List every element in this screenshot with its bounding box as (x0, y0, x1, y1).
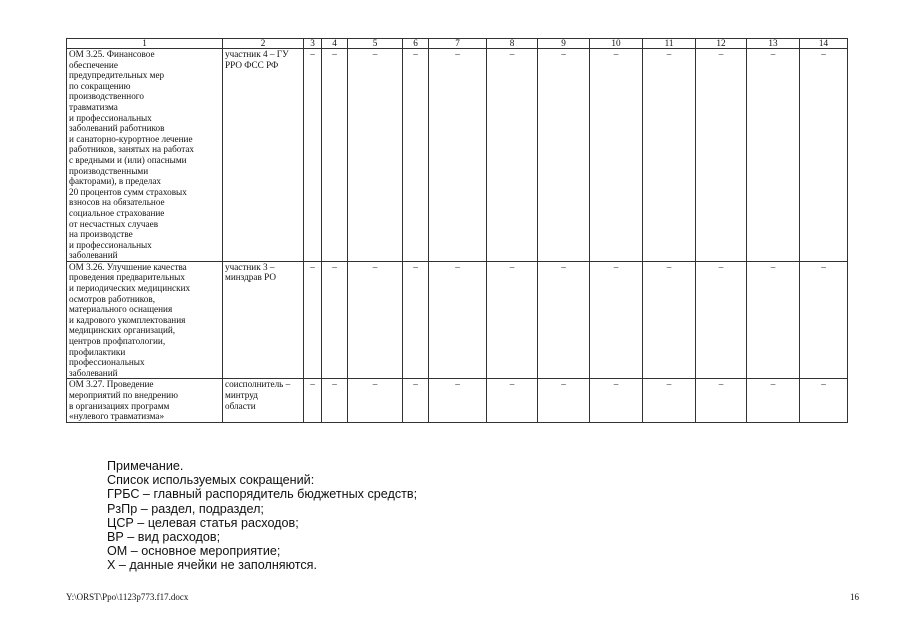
measure-cell: ОМ 3.26. Улучшение качества проведения предварительных и периодических медицинских осмотров работников, материального оснащения и кадрового укомплектования медицинских организаций, центров профпатологии, профилактики профессиональных заболеваний (67, 261, 223, 379)
header-cell: 7 (429, 39, 487, 49)
header-cell: 2 (223, 39, 304, 49)
header-cell: 3 (304, 39, 322, 49)
value-cell: – (538, 261, 590, 379)
note-line: ВР – вид расходов; (107, 530, 221, 545)
value-cell: – (747, 379, 800, 422)
note-line: ГРБС – главный распорядитель бюджетных средств; (107, 487, 418, 502)
value-cell: – (348, 379, 403, 422)
value-cell: – (800, 379, 848, 422)
value-cell: – (487, 379, 538, 422)
header-cell: 10 (590, 39, 643, 49)
note-line: ЦСР – целевая статья расходов; (107, 515, 299, 530)
value-cell: – (747, 49, 800, 262)
value-cell: – (304, 261, 322, 379)
note-line: РзПр – раздел, подраздел; (107, 501, 264, 516)
header-cell: 1 (67, 39, 223, 49)
header-cell: 8 (487, 39, 538, 49)
value-cell: – (590, 49, 643, 262)
value-cell: – (429, 261, 487, 379)
header-cell: 14 (800, 39, 848, 49)
value-cell: – (348, 49, 403, 262)
value-cell: – (429, 49, 487, 262)
header-cell: 11 (643, 39, 696, 49)
participant-cell: участник 3 – минздрав РО (223, 261, 304, 379)
value-cell: – (538, 49, 590, 262)
value-cell: – (696, 49, 747, 262)
value-cell: – (800, 49, 848, 262)
value-cell: – (696, 379, 747, 422)
note-title: Примечание. (107, 459, 184, 473)
footer-file-path: Y:\ORST\Ppo\1123p773.f17.docx (66, 592, 189, 602)
value-cell: – (403, 379, 429, 422)
note-line: ОМ – основное мероприятие; (107, 544, 281, 559)
header-row (67, 39, 848, 49)
header-cell: 5 (348, 39, 403, 49)
note-line: Х – данные ячейки не заполняются. (107, 558, 317, 573)
table-row (67, 49, 848, 262)
value-cell: – (487, 49, 538, 262)
program-measures-table (66, 38, 848, 423)
note-line: Список используемых сокращений: (107, 473, 315, 488)
value-cell: – (590, 379, 643, 422)
value-cell: – (643, 379, 696, 422)
header-cell: 4 (322, 39, 348, 49)
value-cell: – (322, 49, 348, 262)
value-cell: – (348, 261, 403, 379)
value-cell: – (643, 49, 696, 262)
value-cell: – (322, 379, 348, 422)
table-row (67, 379, 848, 422)
header-cell: 12 (696, 39, 747, 49)
participant-cell: участник 4 – ГУ РРО ФСС РФ (223, 49, 304, 262)
value-cell: – (696, 261, 747, 379)
page-number: 16 (850, 592, 859, 602)
participant-cell: соисполнитель – минтруд области (223, 379, 304, 422)
value-cell: – (538, 379, 590, 422)
notes-block (107, 459, 417, 573)
value-cell: – (590, 261, 643, 379)
value-cell: – (643, 261, 696, 379)
table-row (67, 261, 848, 379)
header-cell: 6 (403, 39, 429, 49)
value-cell: – (800, 261, 848, 379)
measure-cell: ОМ 3.25. Финансовое обеспечение предупредительных мер по сокращению производственного травматизма и профессиональных заболеваний работников и санаторно-курортное лечение работников, занятых на работах с вредными и (или) опасными производственными факторами), в пределах 20 процентов сумм страховых взносов на обязательное социальное страхование от несчастных случаев на производстве и профессиональных заболеваний (67, 49, 223, 262)
value-cell: – (304, 49, 322, 262)
value-cell: – (403, 261, 429, 379)
header-cell: 13 (747, 39, 800, 49)
value-cell: – (322, 261, 348, 379)
header-cell: 9 (538, 39, 590, 49)
value-cell: – (403, 49, 429, 262)
value-cell: – (487, 261, 538, 379)
value-cell: – (747, 261, 800, 379)
value-cell: – (304, 379, 322, 422)
measure-cell: ОМ 3.27. Проведение мероприятий по внедрению в организациях программ «нулевого травматизма» (67, 379, 223, 422)
value-cell: – (429, 379, 487, 422)
